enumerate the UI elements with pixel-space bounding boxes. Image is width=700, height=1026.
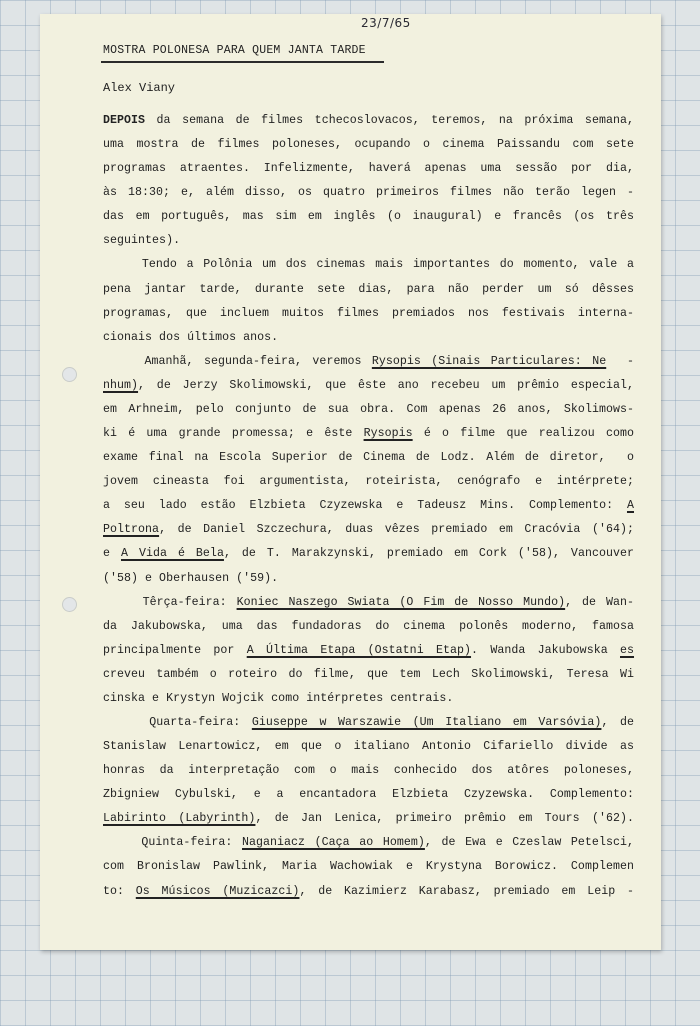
text-line [103, 331, 278, 345]
text-line [103, 596, 634, 610]
text-run: , de T. Marakzynski, premiado em Cork ('58), Vancouver [223, 547, 634, 561]
text-line [103, 475, 634, 489]
text-run: Zbigniew Cybulski, e a encantadora Elzbieta Czyzewska. Complemento: [103, 788, 634, 802]
text-line [103, 620, 634, 634]
text-run: exame final na Escola Superior de Cinema de Lodz. Além de diretor, o [103, 451, 634, 465]
text-run: , de Jerzy Skolimowski, que êste ano recebeu um prêmio especial, [138, 378, 634, 392]
text-line [103, 258, 634, 272]
text-line [103, 547, 634, 561]
title-underline [101, 61, 384, 63]
underlined-film-title: es [620, 643, 635, 657]
text-run: . Wanda Jakubowska [471, 643, 620, 657]
text-run: , de Daniel Szczechura, duas vêzes premiado em Cracóvia ('64); [159, 523, 634, 537]
punch-hole [62, 597, 77, 612]
underlined-film-title: Giuseppe w Warszawie (Um Italiano em Varsóvia) [251, 716, 602, 729]
text-line [103, 499, 634, 513]
text-run: Stanislaw Lenartowicz, em que o italiano Antonio Cifariello divide as [103, 740, 634, 754]
text-line [103, 668, 634, 682]
text-run: ('58) e Oberhausen ('59). [103, 571, 279, 585]
text-run: Quarta-feira: [103, 716, 252, 729]
text-run: programas, que incluem muitos filmes premiados nos festivais interna- [103, 306, 634, 320]
text-line [103, 355, 634, 369]
text-line [103, 427, 634, 441]
text-line [103, 379, 634, 393]
text-run: , de Wan- [565, 595, 634, 609]
text-line [103, 860, 634, 874]
underlined-film-title: Poltrona [103, 523, 160, 537]
text-run: cinska e Krystyn Wojcik como intérpretes centrais. [103, 691, 454, 705]
text-run: das em português, mas sim em inglês (o inaugural) e francês (os três [103, 210, 634, 224]
text-line [103, 788, 634, 802]
text-run: uma mostra de filmes poloneses, ocupando o cinema Paissandu com sete [103, 138, 634, 152]
text-line [103, 186, 634, 200]
text-run: jovem cineasta foi argumentista, roteirista, cenógrafo e intérprete; [103, 475, 634, 489]
text-run: Tendo a Polônia um dos cinemas mais importantes do momento, vale a [103, 258, 634, 272]
text-run: , de Kazimierz Karabasz, premiado em Leip - [299, 884, 634, 898]
underlined-film-title: A [626, 499, 634, 513]
underlined-film-title: Koniec Naszego Swiata (O Fim de Nosso Mundo) [236, 595, 566, 609]
text-line [103, 812, 634, 826]
text-run: creveu também o roteiro do filme, que tem Lech Skolimowski, Teresa Wi [103, 667, 634, 681]
text-run: programas atraentes. Infelizmente, haverá apenas uma sessão por dia, [103, 162, 634, 176]
text-line [103, 740, 634, 754]
text-run: Amanhã, segunda-feira, veremos [103, 354, 372, 368]
text-run: cionais dos últimos anos. [103, 330, 279, 344]
underlined-film-title: Os Músicos (Muzicazci) [135, 884, 300, 898]
underlined-film-title: nhum) [103, 378, 139, 392]
underlined-film-title: Naganiacz (Caça ao Homem) [242, 836, 425, 850]
text-line [103, 644, 634, 658]
text-run: principalmente por [103, 643, 247, 657]
text-run: com Bronislaw Pawlink, Maria Wachowiak e Krystyna Borowicz. Complemen [103, 860, 634, 874]
text-run: pena jantar tarde, durante sete dias, para não perder um só dêsses [103, 282, 634, 296]
text-run: às 18:30; e, além disso, os quatro primeiros filmes não terão legen - [103, 186, 634, 200]
underlined-film-title: Rysopis [363, 427, 413, 441]
text-run: em Arhneim, pelo conjunto de sua obra. Com apenas 26 anos, Skolimows- [103, 402, 634, 416]
text-run: a seu lado estão Elzbieta Czyzewska e Tadeusz Mins. Complemento: [103, 499, 627, 513]
text-run: ki é uma grande promessa; e êste [103, 427, 364, 441]
text-line [103, 523, 634, 537]
article-title: MOSTRA POLONESA PARA QUEM JANTA TARDE [103, 44, 366, 57]
handwritten-date: 23/7/65 [361, 16, 411, 30]
text-line [103, 234, 180, 248]
text-run: honras da interpretação com o mais conhecido dos atôres poloneses, [103, 764, 634, 778]
text-line [103, 692, 453, 706]
text-run: , de Jan Lenica, primeiro prêmio em Tours ('62). [255, 812, 634, 826]
text-run: - [606, 354, 634, 368]
underlined-film-title: A Última Etapa (Ostatni Etap) [246, 643, 472, 657]
document-page [40, 14, 661, 950]
text-run: , de [601, 716, 635, 729]
text-line [103, 403, 634, 417]
author-name: Alex Viany [103, 81, 176, 95]
text-line [103, 114, 634, 128]
text-line [103, 764, 634, 778]
underlined-film-title: A Vida é Bela [120, 547, 224, 561]
bold-lead-word: DEPOIS [103, 114, 146, 127]
text-run: , de Ewa e Czeslaw Petelsci, [424, 836, 634, 850]
text-line [103, 283, 634, 297]
text-run: to: [103, 884, 136, 898]
text-run: é o filme que realizou como [412, 427, 634, 441]
text-line [103, 307, 634, 321]
text-run: da Jakubowska, uma das fundadoras do cinema polonês moderno, famosa [103, 619, 634, 633]
text-line [103, 836, 634, 850]
text-run: Têrça-feira: [103, 595, 237, 609]
text-run: Quinta-feira: [103, 836, 242, 850]
text-run: da semana de filmes tchecoslovacos, teremos, na próxima semana, [145, 114, 634, 127]
underlined-film-title: Labirinto (Labyrinth) [103, 812, 256, 826]
text-line [103, 885, 634, 899]
text-run: seguintes). [103, 234, 181, 248]
text-line [103, 138, 634, 152]
text-line [103, 572, 278, 586]
text-line [103, 210, 634, 224]
underlined-film-title: Rysopis (Sinais Particulares: Ne [371, 354, 607, 368]
punch-hole [62, 367, 77, 382]
text-run: e [103, 547, 121, 561]
text-line [103, 451, 634, 465]
text-line [103, 716, 634, 730]
text-line [103, 162, 634, 176]
